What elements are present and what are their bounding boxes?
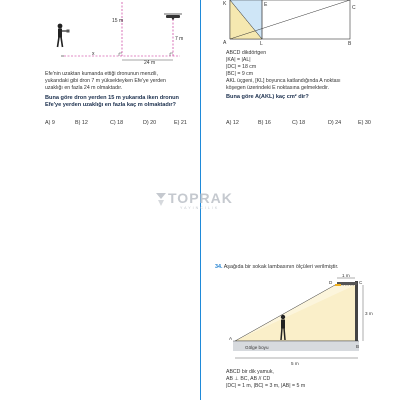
lamp-bulb	[335, 284, 341, 286]
text-line: ABCD bir dik yamuk,	[226, 369, 274, 375]
rectangle-figure	[220, 0, 360, 48]
left-problem-text	[45, 71, 166, 92]
left-question	[45, 95, 179, 109]
text-line: |BC| = 9 cm	[226, 71, 254, 77]
publisher-logo-icon	[154, 191, 168, 207]
text-line: yukarıdaki gibi dron 7 m yüksekteyken Efe'ye yerden	[45, 78, 166, 84]
text-line: AKL üçgeni, [KL] boyunca katlandığında A noktası	[226, 78, 341, 84]
svg-text:A: A	[229, 336, 233, 341]
svg-text:B: B	[348, 41, 352, 47]
option-a[interactable]: A) 9	[45, 120, 55, 126]
problem-34-heading	[215, 264, 338, 271]
option-d[interactable]: D) 20	[143, 120, 157, 126]
svg-text:D: D	[329, 280, 333, 285]
text-line: uzaklığı en fazla 24 m olmaktadır.	[45, 85, 123, 91]
person-figure	[58, 24, 70, 47]
drone-figure	[40, 0, 200, 65]
svg-text:C: C	[352, 5, 356, 11]
watermark-subtitle: YAYINCILIK	[180, 206, 220, 210]
svg-text:L: L	[260, 41, 263, 47]
option-b[interactable]: B) 16	[258, 120, 271, 126]
drone-icon	[164, 14, 182, 20]
text-line: ABCD dikdörtgen	[226, 50, 267, 56]
text-line: köşegen üzerindeki E noktasına gelmektedir.	[226, 85, 329, 91]
svg-text:x: x	[92, 51, 95, 57]
svg-text:3 m: 3 m	[365, 311, 373, 316]
svg-text:E: E	[264, 2, 268, 8]
question-intro: Aşağıda bir sokak lambasının ölçüleri verilmiştir.	[223, 264, 339, 270]
svg-text:15 m: 15 m	[112, 18, 124, 24]
lamp-pole	[355, 281, 358, 343]
svg-text:C: C	[359, 280, 363, 285]
right-question: Buna göre A(AKL) kaç cm² dir?	[226, 94, 309, 100]
svg-text:B: B	[356, 344, 360, 349]
option-b[interactable]: B) 12	[75, 120, 88, 126]
option-c[interactable]: C) 18	[292, 120, 306, 126]
right-problem-text	[226, 50, 341, 92]
streetlamp-figure	[225, 272, 375, 368]
svg-text:K: K	[223, 1, 227, 7]
svg-text:A: A	[223, 40, 227, 46]
watermark-title: TOPRAK	[168, 190, 233, 206]
svg-text:24 m: 24 m	[144, 60, 156, 65]
question-number: 34.	[215, 264, 223, 270]
svg-text:5 m: 5 m	[291, 361, 299, 366]
svg-text:Gölge boyu: Gölge boyu	[245, 345, 269, 350]
publisher-watermark	[168, 190, 233, 210]
question-line: Efe'ye yerden uzaklığı en fazla kaç m olmaktadır?	[45, 102, 176, 108]
svg-text:1 m: 1 m	[342, 273, 350, 278]
text-line: |DC| = 1 m, |BC| = 3 m, |AB| = 5 m	[226, 383, 306, 389]
text-line: |KA| = |AL|	[226, 57, 251, 63]
problem-34-text	[226, 369, 305, 390]
svg-text:7 m: 7 m	[175, 36, 184, 42]
option-e[interactable]: E) 21	[174, 120, 187, 126]
option-d[interactable]: D) 24	[328, 120, 342, 126]
text-line: Efe'nin uzaktan kumanda ettiği dronunun menzili,	[45, 71, 158, 77]
text-line: |DC| = 18 cm	[226, 64, 257, 70]
question-line: Buna göre dron yerden 15 m yukarıda iken dronun	[45, 95, 179, 101]
option-c[interactable]: C) 18	[110, 120, 124, 126]
option-a[interactable]: A) 12	[226, 120, 239, 126]
option-e[interactable]: E) 30	[358, 120, 371, 126]
text-line: AB ⊥ BC, AB // CD	[226, 376, 271, 382]
